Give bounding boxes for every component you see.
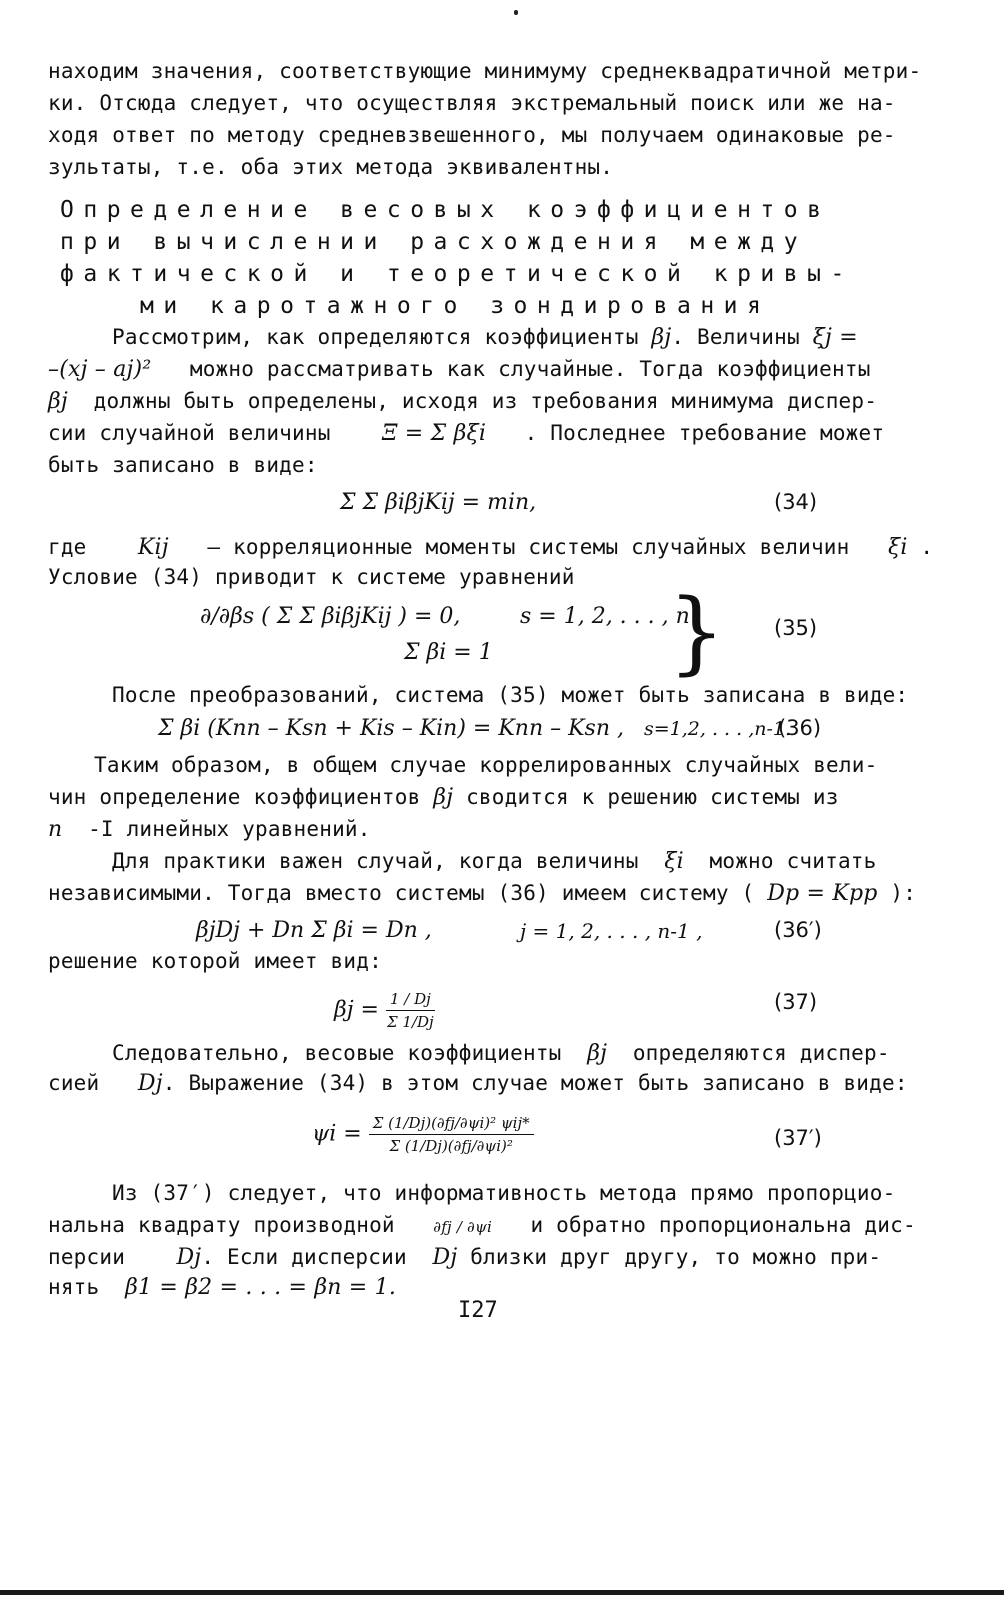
text: Для практики важен случай, когда величины bbox=[112, 849, 639, 873]
math-beta-j: βj bbox=[651, 325, 672, 350]
equation-35-range: s = 1, 2, . . . , n bbox=[520, 604, 690, 629]
text: и обратно пропорциональна дис- bbox=[530, 1213, 916, 1237]
math-D-j: Dj bbox=[137, 1071, 163, 1096]
text-line bbox=[48, 880, 916, 907]
text: . Последнее требование может bbox=[524, 421, 885, 445]
text: где bbox=[48, 535, 87, 559]
text: . Величины bbox=[671, 325, 800, 349]
text: должны быть определены, исходя из требования минимума диспер- bbox=[93, 389, 878, 413]
equation-number: (36′) bbox=[774, 918, 822, 942]
text: определяются диспер- bbox=[632, 1041, 890, 1065]
text-line bbox=[48, 388, 877, 415]
text: ): bbox=[890, 881, 917, 905]
math-Dp-Kpp: Dp = Kpp bbox=[767, 881, 878, 906]
text: сией bbox=[48, 1071, 100, 1095]
text: – корреляционные моменты системы случайных величин bbox=[207, 535, 850, 559]
denominator: Σ 1/Dj bbox=[387, 1013, 434, 1031]
equation-36-prime: βjDj + Dn Σ βi = Dn , bbox=[196, 918, 432, 943]
equation-35-row2: Σ βi = 1 bbox=[404, 640, 493, 665]
math-beta-j: βj bbox=[48, 389, 68, 414]
equation-37 bbox=[334, 988, 435, 1033]
equation-37-lhs: βj = bbox=[334, 997, 379, 1023]
equation-number: (37′) bbox=[774, 1126, 822, 1150]
text: Следовательно, весовые коэффициенты bbox=[112, 1041, 562, 1065]
speck bbox=[514, 10, 518, 15]
equation-35-row1: ∂/∂βs ( Σ Σ βiβjKij ) = 0, bbox=[200, 604, 461, 629]
text: можно рассматривать как случайные. Тогда коэффициенты bbox=[189, 357, 871, 381]
math-n: n bbox=[48, 817, 63, 842]
math-D-j: Dj bbox=[176, 1245, 202, 1270]
section-heading-line: фактической и теоретической кривы- bbox=[60, 261, 854, 287]
right-brace: } bbox=[668, 580, 726, 685]
text-line: решение которой имеет вид: bbox=[48, 949, 382, 973]
text: . Если дисперсии bbox=[201, 1245, 407, 1269]
text-line bbox=[48, 816, 371, 843]
equation-36-range: s=1,2, . . . ,n-1. bbox=[644, 718, 792, 740]
equation-number: (36) bbox=[778, 716, 822, 740]
numerator: Σ (1/Dj)(∂fj/∂ψi)² ψij* bbox=[369, 1112, 534, 1135]
equation-36: Σ βi (Knn – Ksn + Kis – Kin) = Knn – Ksn , bbox=[158, 716, 624, 741]
text: сии случайной величины bbox=[48, 421, 331, 445]
text: близки друг другу, то можно при- bbox=[470, 1245, 882, 1269]
equation-number: (34) bbox=[774, 490, 818, 514]
text: нять bbox=[48, 1275, 100, 1299]
math-D-j: Dj bbox=[432, 1245, 458, 1270]
text-line: зультаты, т.е. оба этих метода эквивалентны. bbox=[48, 155, 614, 179]
text-line bbox=[48, 784, 839, 811]
text-line bbox=[48, 420, 884, 447]
equation-37-prime bbox=[312, 1112, 534, 1157]
section-heading-line: Определение весовых коэффициентов bbox=[60, 197, 831, 223]
text-line bbox=[112, 324, 858, 351]
text-line: ки. Отсюда следует, что осуществляя экстремальный поиск или же на- bbox=[48, 91, 896, 115]
numerator: 1 / Dj bbox=[386, 988, 435, 1011]
denominator: Σ (1/Dj)(∂fj/∂ψi)² bbox=[389, 1137, 513, 1155]
text: сводится к решению системы из bbox=[466, 785, 839, 809]
text-line bbox=[48, 1212, 916, 1240]
text-line: Таким образом, в общем случае коррелированных случайных вели- bbox=[94, 753, 878, 777]
section-heading-line: при вычислении расхождения между bbox=[60, 229, 808, 255]
math-betas-equal: β1 = β2 = . . . = βn = 1. bbox=[125, 1275, 397, 1300]
text-line bbox=[48, 356, 871, 383]
text: . Выражение (34) в этом случае может быть записано в виде: bbox=[162, 1071, 908, 1095]
text-line bbox=[48, 1070, 908, 1097]
math-x-a-squared: –(xj – aj)² bbox=[48, 357, 152, 382]
text: персии bbox=[48, 1245, 126, 1269]
text-line: После преобразований, система (35) может быть записана в виде: bbox=[112, 683, 909, 707]
equation-36-prime-range: j = 1, 2, . . . , n-1 , bbox=[520, 919, 703, 943]
text-line bbox=[112, 1040, 890, 1067]
math-beta-j: βj bbox=[587, 1041, 608, 1066]
text: можно считать bbox=[709, 849, 877, 873]
equation-37-prime-lhs: ψi = bbox=[312, 1121, 362, 1147]
math-K-ij: Kij bbox=[137, 535, 169, 560]
text-line: быть записано в виде: bbox=[48, 453, 318, 477]
math-derivative: ∂fj / ∂ψi bbox=[433, 1218, 492, 1236]
text: независимыми. Тогда вместо системы (36) имеем систему ( bbox=[48, 881, 755, 905]
text-line bbox=[48, 1274, 396, 1301]
text-line: Условие (34) приводит к системе уравнений bbox=[48, 565, 575, 589]
equation-37-prime-fraction bbox=[369, 1112, 534, 1157]
equation-number: (35) bbox=[774, 616, 818, 640]
math-xi-i: ξi bbox=[888, 535, 908, 560]
page-number: I27 bbox=[458, 1298, 498, 1323]
text-line: где Kij – корреляционные моменты системы случайных величин ξi . bbox=[48, 535, 934, 560]
equation-37-fraction bbox=[386, 988, 435, 1033]
text: -I линейных уравнений. bbox=[88, 817, 371, 841]
math-xi-i: ξi bbox=[664, 849, 684, 874]
text: чин определение коэффициентов bbox=[48, 785, 421, 809]
text-line: ходя ответ по методу средневзвешенного, мы получаем одинаковые ре- bbox=[48, 123, 896, 147]
math-beta-j: βj bbox=[433, 785, 454, 810]
math-xi-j: ξj = bbox=[812, 325, 858, 350]
text: нальна квадрату производной bbox=[48, 1213, 395, 1237]
text-line: находим значения, соответствующие минимуму среднеквадратичной метри- bbox=[48, 59, 922, 83]
math-Xi-sum: Ξ = Σ βξi bbox=[381, 421, 487, 446]
text-line bbox=[48, 1244, 881, 1271]
equation-34: Σ Σ βiβjKij = min, bbox=[340, 490, 537, 515]
text-line: Из (37′) следует, что информативность метода прямо пропорцио- bbox=[112, 1181, 896, 1205]
text: Рассмотрим, как определяются коэффициенты bbox=[112, 325, 639, 349]
scan-edge bbox=[0, 1590, 1004, 1595]
text-line bbox=[112, 848, 876, 875]
equation-number: (37) bbox=[774, 990, 818, 1014]
section-heading-line: ми каротажного зондирования bbox=[140, 293, 771, 319]
